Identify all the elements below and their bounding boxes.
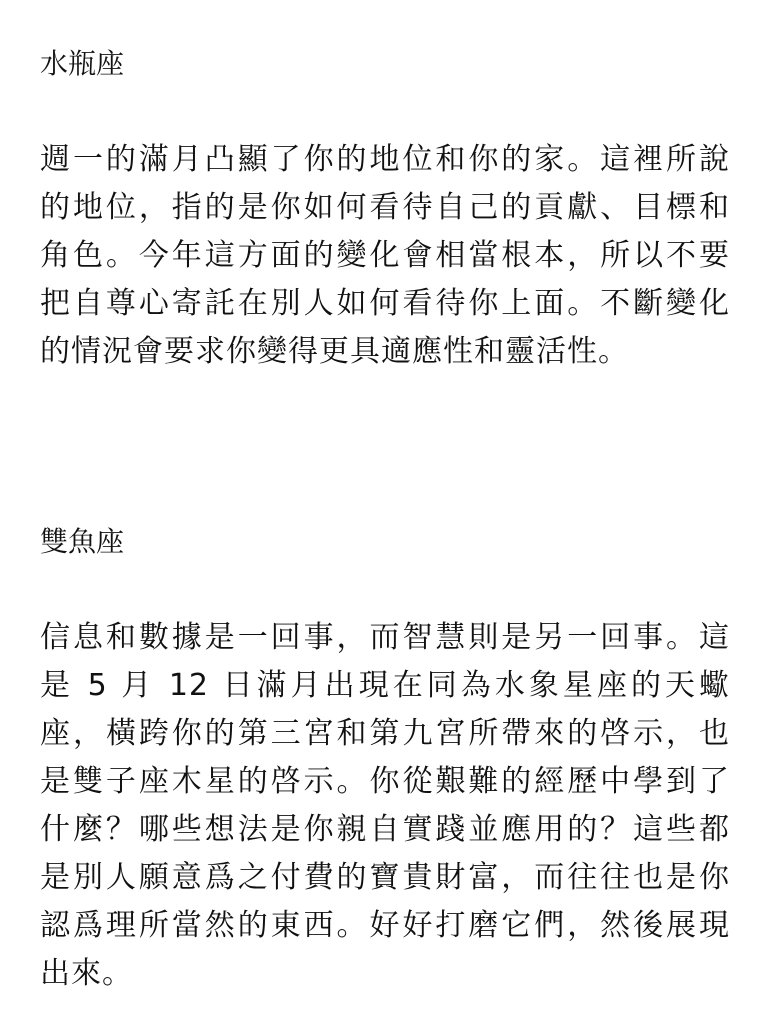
paragraph-pisces: [40, 614, 730, 998]
paragraph-line: 的情況會要求你變得更具適應性和靈活性。: [40, 334, 629, 369]
paragraph-line: 是雙子座木星的啓示。你從艱難的經歷中學到了: [40, 764, 730, 799]
section-aquarius: [40, 44, 730, 84]
paragraph-aquarius: [40, 136, 730, 376]
paragraph-line: 座，橫跨你的第三宮和第九宮所帶來的啓示，也: [40, 716, 730, 751]
section-title: 雙魚座: [40, 525, 125, 558]
section-title: 水瓶座: [40, 47, 125, 80]
paragraph-line: 把自尊心寄託在別人如何看待你上面。不斷變化: [40, 286, 730, 321]
paragraph-line: 信息和數據是一回事，而智慧則是另一回事。這: [40, 620, 730, 655]
paragraph-line: 是 5 月 12 日滿月出現在同為水象星座的天蠍: [40, 668, 730, 703]
paragraph-line: 角色。今年這方面的變化會相當根本，所以不要: [40, 238, 730, 273]
paragraph-line: 認爲理所當然的東西。好好打磨它們，然後展現: [40, 908, 730, 943]
paragraph-line: 週一的滿月凸顯了你的地位和你的家。這裡所說: [40, 142, 730, 177]
section-pisces: [40, 522, 730, 562]
paragraph-line: 是別人願意爲之付費的寶貴財富，而往往也是你: [40, 860, 730, 895]
paragraph-line: 的地位，指的是你如何看待自己的貢獻、目標和: [40, 190, 730, 225]
paragraph-line: 出來。: [40, 956, 133, 991]
paragraph-line: 什麼？哪些想法是你親自實踐並應用的？這些都: [40, 812, 730, 847]
